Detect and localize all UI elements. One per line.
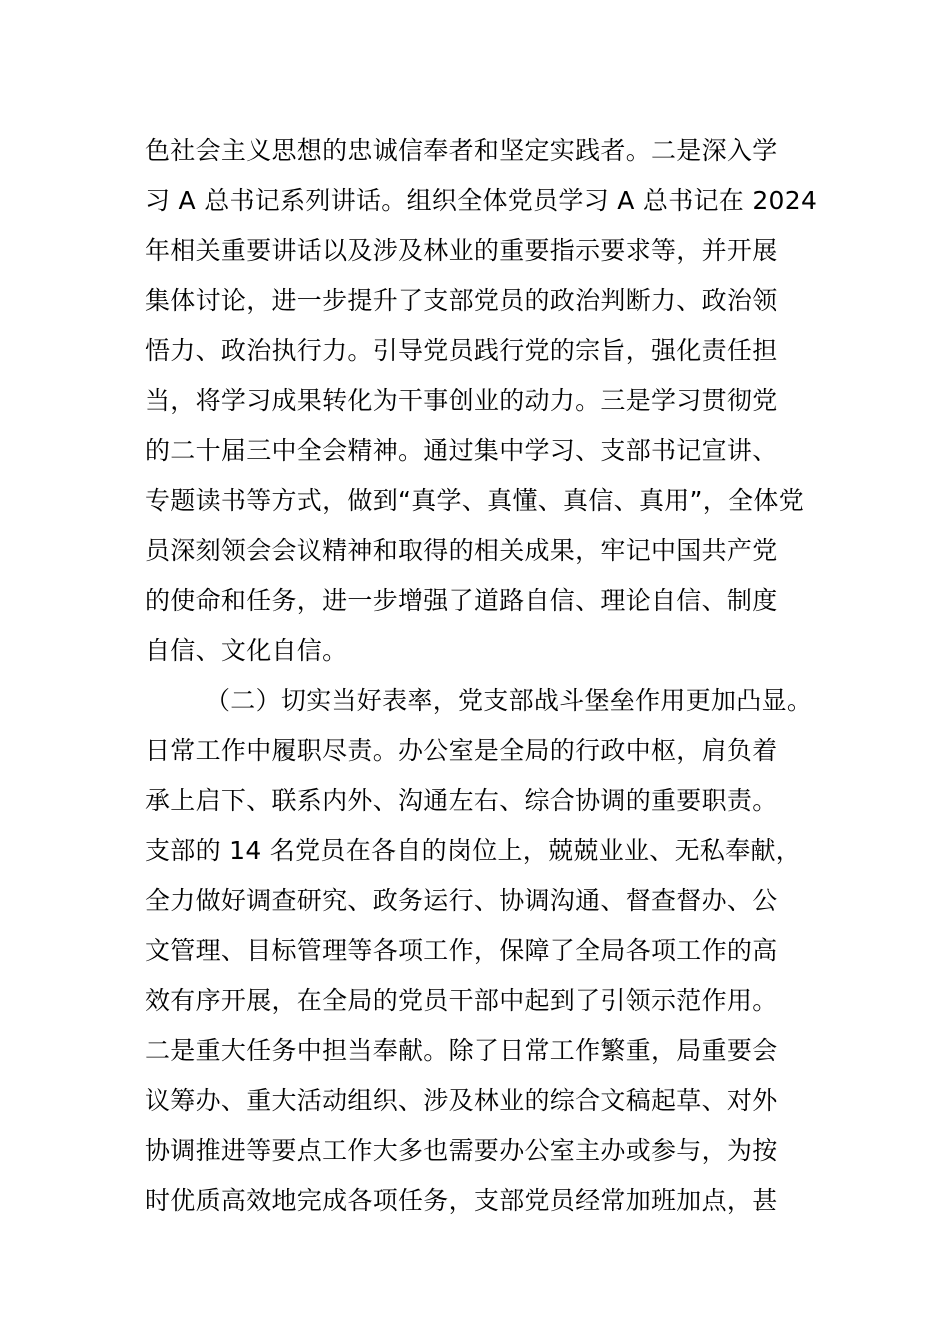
body-text xyxy=(145,126,825,1226)
text-line: 集体讨论，进一步提升了支部党员的政治判断力、政治领 xyxy=(145,286,778,315)
text-line: 习 A 总书记系列讲话。组织全体党员学习 A 总书记在 2024 xyxy=(145,186,818,215)
text-line: 协调推进等要点工作大多也需要办公室主办或参与，为按 xyxy=(145,1136,778,1165)
text-line: 自信、文化自信。 xyxy=(145,636,348,665)
text-line: 全力做好调查研究、政务运行、协调沟通、督查督办、公 xyxy=(145,886,778,915)
text-line: 文管理、目标管理等各项工作，保障了全局各项工作的高 xyxy=(145,936,778,965)
text-line: 支部的 14 名党员在各自的岗位上，兢兢业业、无私奉献， xyxy=(145,836,802,865)
text-line: 的使命和任务，进一步增强了道路自信、理论自信、制度 xyxy=(145,586,778,615)
text-line: 日常工作中履职尽责。办公室是全局的行政中枢，肩负着 xyxy=(145,736,778,765)
text-line: 色社会主义思想的忠诚信奉者和坚定实践者。二是深入学 xyxy=(145,136,778,165)
text-line: 专题读书等方式，做到“真学、真懂、真信、真用”，全体党 xyxy=(145,486,805,515)
text-line: 承上启下、联系内外、沟通左右、综合协调的重要职责。 xyxy=(145,786,778,815)
text-line: 议筹办、重大活动组织、涉及林业的综合文稿起草、对外 xyxy=(145,1086,778,1115)
text-line: 当，将学习成果转化为干事创业的动力。三是学习贯彻党 xyxy=(145,386,778,415)
text-line: 员深刻领会会议精神和取得的相关成果，牢记中国共产党 xyxy=(145,536,778,565)
text-line: 年相关重要讲话以及涉及林业的重要指示要求等，并开展 xyxy=(145,236,778,265)
text-line: 二是重大任务中担当奉献。除了日常工作繁重，局重要会 xyxy=(145,1036,778,1065)
text-line: 悟力、政治执行力。引导党员践行党的宗旨，强化责任担 xyxy=(145,336,778,365)
text-line: 的二十届三中全会精神。通过集中学习、支部书记宣讲、 xyxy=(145,436,778,465)
section-heading: （二）切实当好表率，党支部战斗堡垒作用更加凸显。 xyxy=(205,686,813,715)
text-line: 效有序开展，在全局的党员干部中起到了引领示范作用。 xyxy=(145,986,778,1015)
text-line: 时优质高效地完成各项任务，支部党员经常加班加点，甚 xyxy=(145,1186,778,1215)
